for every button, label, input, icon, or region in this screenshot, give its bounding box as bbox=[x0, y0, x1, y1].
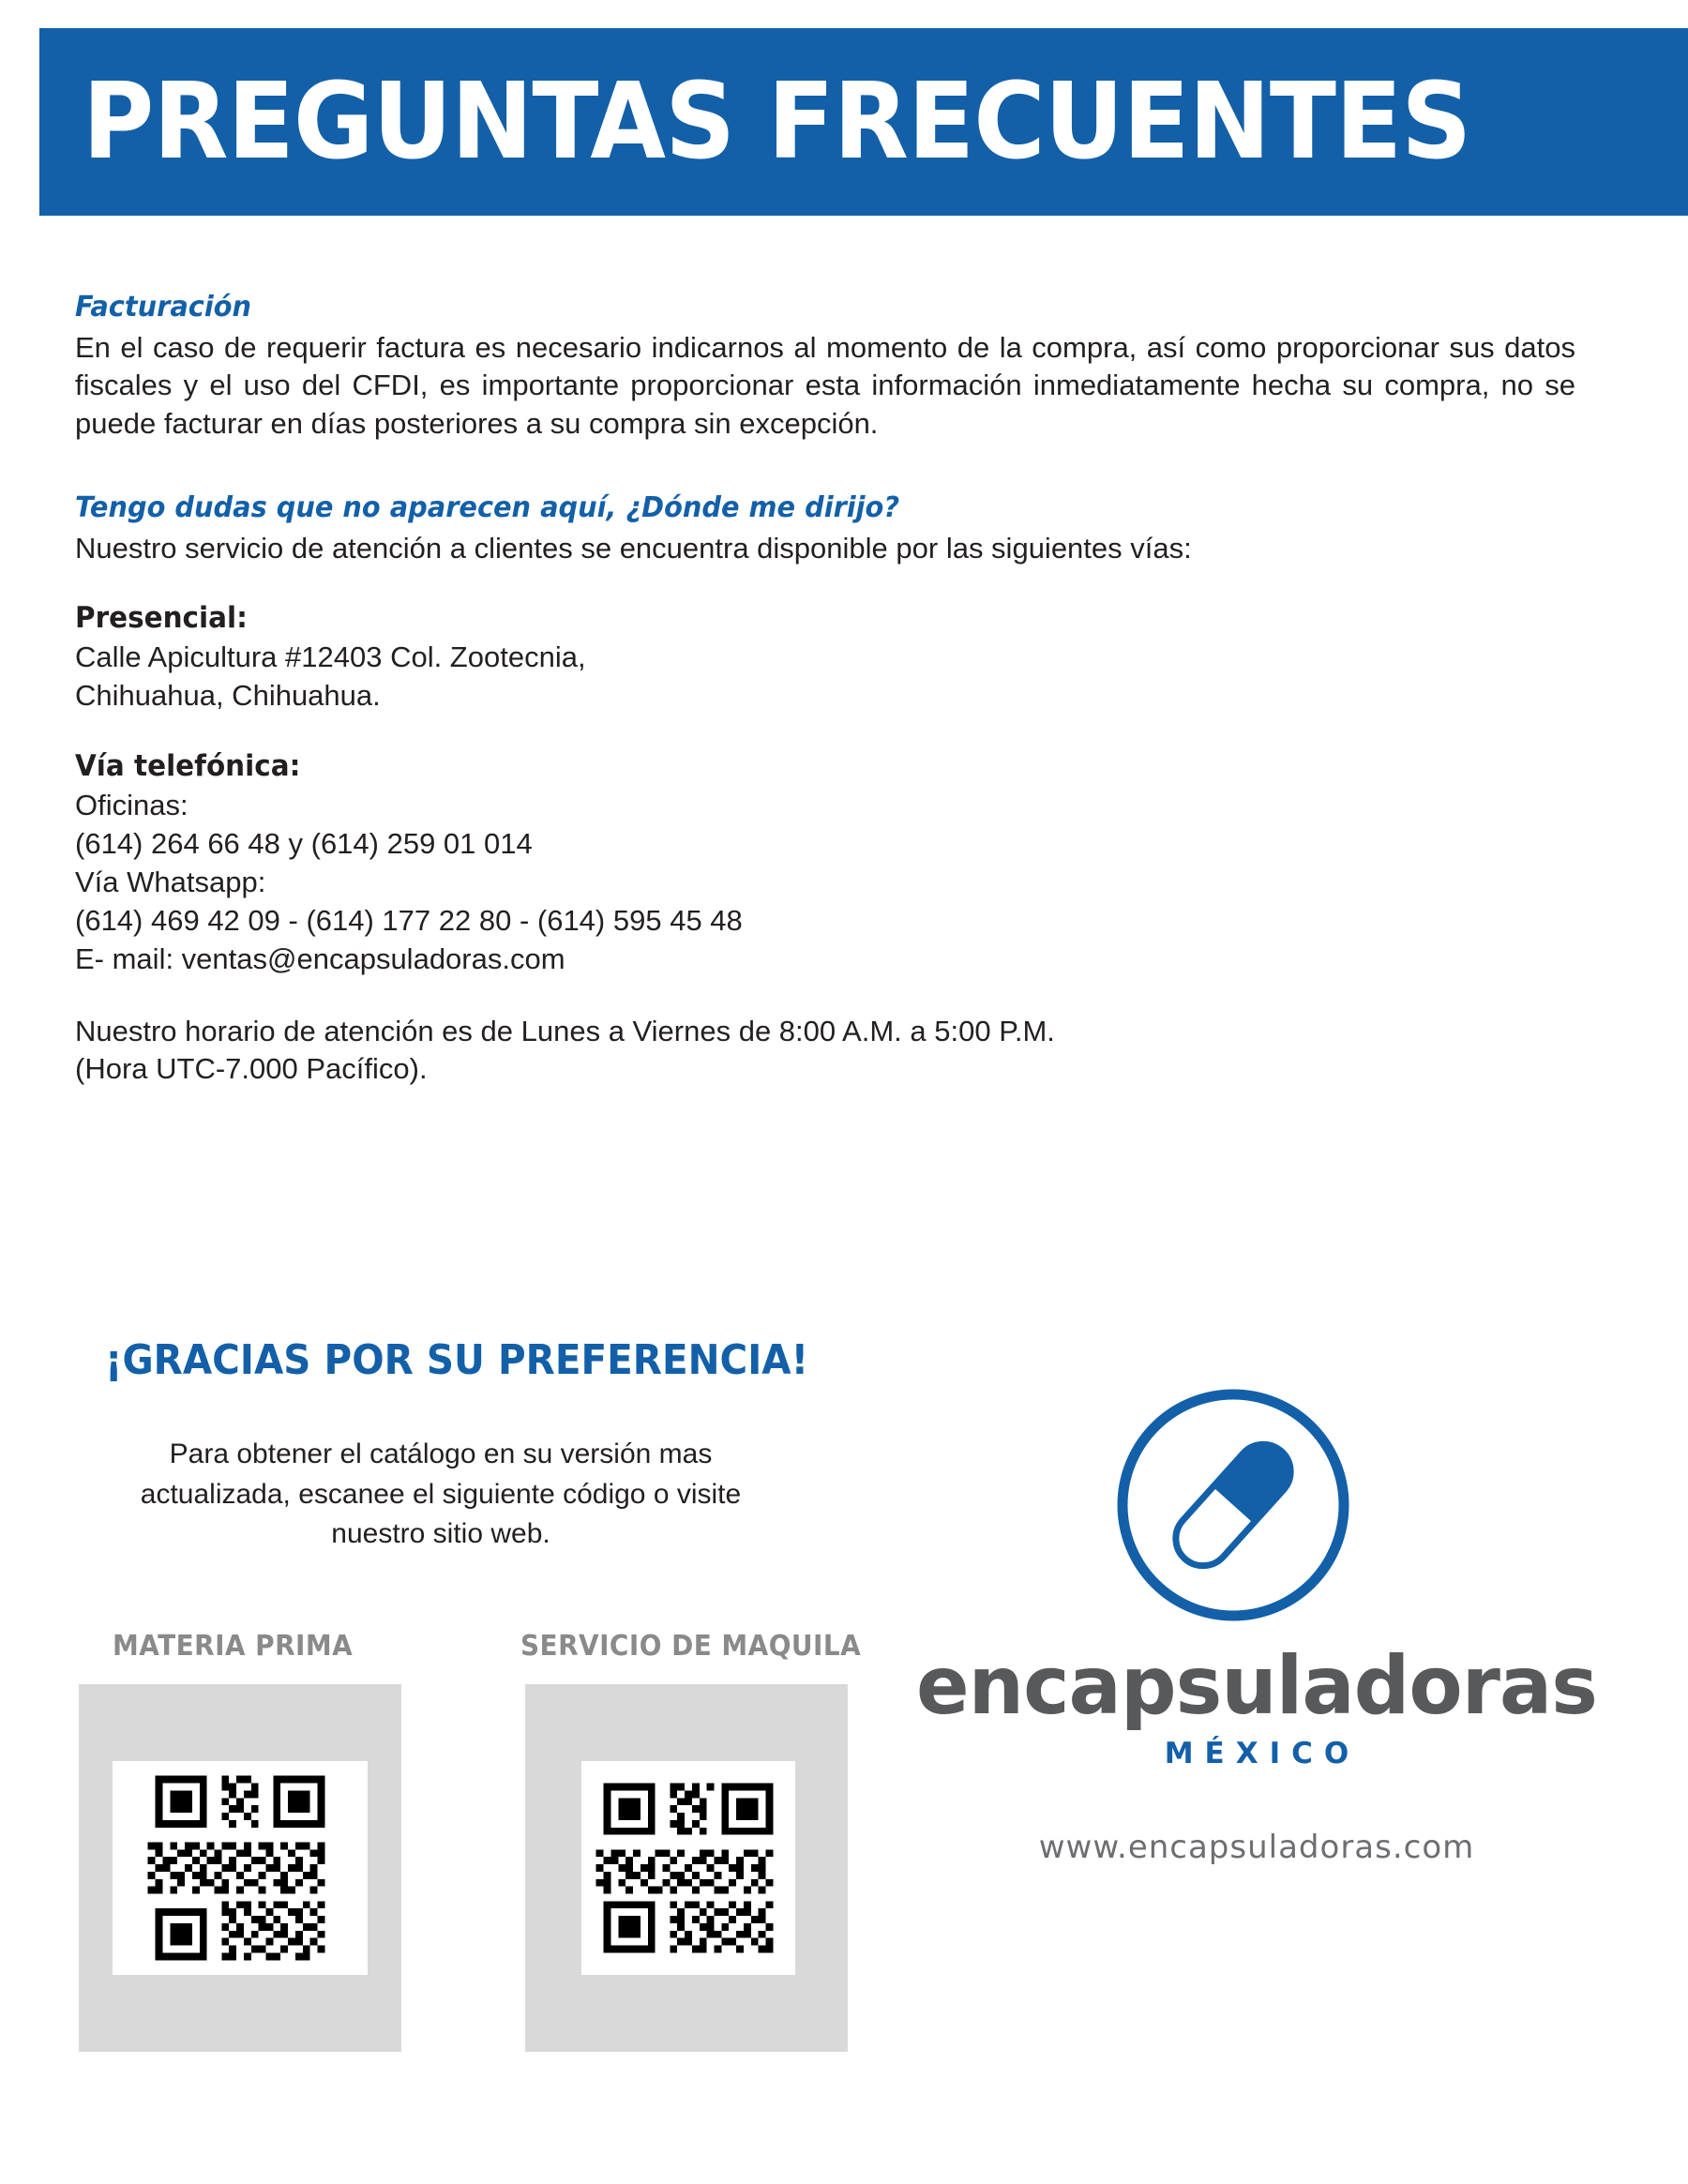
section-heading-dudas: Tengo dudas que no aparecen aquí, ¿Dónde me dirijo? bbox=[75, 490, 900, 524]
presencial-label: Presencial: bbox=[75, 601, 248, 636]
spacer bbox=[75, 443, 1585, 491]
email-line[interactable]: E- mail: ventas@encapsuladoras.com bbox=[75, 941, 565, 975]
company-logo bbox=[900, 1388, 1650, 1913]
qr-label-servicio-maquila: SERVICIO DE MAQUILA bbox=[520, 1630, 862, 1663]
section-facturacion bbox=[75, 291, 1585, 443]
section-dudas bbox=[75, 491, 1585, 567]
qr-label-materia-prima: MATERIA PRIMA bbox=[113, 1630, 354, 1663]
contact-presencial bbox=[75, 601, 1585, 715]
address-line-1: Calle Apicultura #12403 Col. Zootecnia, bbox=[75, 640, 586, 674]
page-title: PREGUNTAS FRECUENTES bbox=[83, 61, 1471, 183]
contact-telefonica bbox=[75, 749, 1585, 979]
section-body-dudas: Nuestro servicio de atención a clientes se encuentra disponible por las siguientes vías: bbox=[75, 531, 1192, 565]
brand-country: MÉXICO bbox=[1164, 1737, 1361, 1770]
qr-card-materia-prima[interactable] bbox=[79, 1684, 401, 2052]
address-line-2: Chihuahua, Chihuahua. bbox=[75, 679, 381, 713]
hours-line-2: (Hora UTC-7.000 Pacífico). bbox=[75, 1052, 428, 1086]
qr-code-icon[interactable] bbox=[113, 1761, 368, 1975]
page-header-band bbox=[39, 28, 1688, 216]
hours-line-1: Nuestro horario de atención es de Lunes a Viernes de 8:00 A.M. a 5:00 P.M. bbox=[75, 1014, 1055, 1047]
qr-code-icon[interactable] bbox=[581, 1761, 795, 1975]
qr-card-servicio-maquila[interactable] bbox=[525, 1684, 848, 2052]
offices-numbers: (614) 264 66 48 y (614) 259 01 014 bbox=[75, 826, 533, 860]
capsule-icon bbox=[1116, 1388, 1350, 1622]
catalog-note: Para obtener el catálogo en su versión mas actualizada, escanee el siguiente código o visite nuestro sitio web. bbox=[140, 1438, 742, 1550]
whatsapp-numbers: (614) 469 42 09 - (614) 177 22 80 - (614) 595 45 48 bbox=[75, 903, 743, 937]
spacer bbox=[75, 979, 1585, 1013]
spacer bbox=[75, 715, 1585, 749]
brand-name: encapsuladoras bbox=[916, 1639, 1597, 1733]
faq-content bbox=[75, 291, 1585, 1089]
section-heading-facturacion: Facturación bbox=[75, 291, 252, 324]
qr-code-icon bbox=[581, 1761, 795, 1975]
section-body-facturacion: En el caso de requerir factura es necesario indicarnos al momento de la compra, así como proporcionar sus datos fiscales y el uso del CFDI, es importante proporcionar esta información inmediatamente hecha su compra, no se puede facturar en días posteriores a su compra sin excepción. bbox=[75, 331, 1575, 440]
phone-label: Vía telefónica: bbox=[75, 749, 301, 783]
business-hours bbox=[75, 1013, 1585, 1090]
qr-code-icon bbox=[113, 1761, 368, 1975]
website-url[interactable]: www.encapsuladoras.com bbox=[1038, 1829, 1475, 1866]
offices-label: Oficinas: bbox=[75, 789, 188, 821]
thanks-title: ¡GRACIAS POR SU PREFERENCIA! bbox=[105, 1336, 809, 1384]
whatsapp-label: Vía Whatsapp: bbox=[75, 865, 266, 898]
spacer bbox=[75, 567, 1585, 601]
